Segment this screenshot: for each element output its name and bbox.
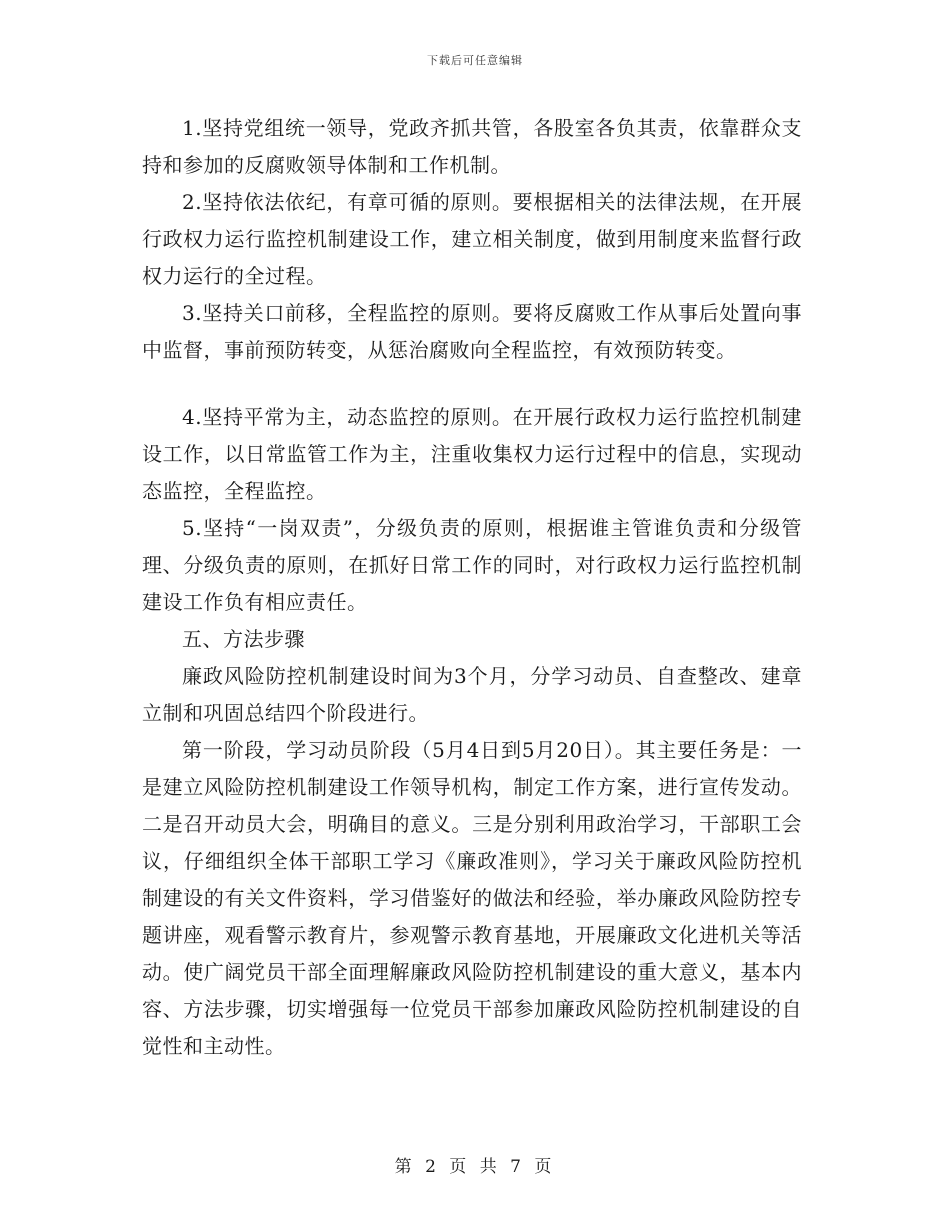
phase-1-paragraph: 第一阶段，学习动员阶段（5月4日到5月20日）。其主要任务是：一是建立风险防控机制建设工作领导机构，制定工作方案，进行宣传发动。二是召开动员大会，明确目的意义。三是分别利用政治学习，干部职工会议，仔细组织全体干部职工学习《廉政准则》，学习关于廉政风险防控机制建设的有关文件资料，学习借鉴好的做法和经验，举办廉政风险防控专题讲座，观看警示教育片，参观警示教育基地，开展廉政文化进机关等活动。使广阔党员干部全面理解廉政风险防控机制建设的重大意义，基本内容、方法步骤，切实增强每一位党员干部参加廉政风险防控机制建设的自觉性和主动性。 <box>142 738 802 1058</box>
principle-3-paragraph: 3.坚持关口前移，全程监控的原则。要将反腐败工作从事后处置向事中监督，事前预防转变，从惩治腐败向全程监控，有效预防转变。 <box>142 301 802 362</box>
principle-2-paragraph: 2.坚持依法依纪，有章可循的原则。要根据相关的法律法规，在开展行政权力运行监控机制建设工作，建立相关制度，做到用制度来监督行政权力运行的全过程。 <box>142 190 802 288</box>
page-header: 下载后可任意编辑 <box>427 54 523 67</box>
page-number-footer: 第 2 页 共 7 页 <box>394 1157 556 1177</box>
principle-1-paragraph: 1.坚持党组统一领导，党政齐抓共管，各股室各负其责，依靠群众支持和参加的反腐败领导体制和工作机制。 <box>142 116 802 177</box>
section-heading-methods: 五、方法步骤 <box>182 627 305 651</box>
principle-5-paragraph: 5.坚持“一岗双责”，分级负责的原则，根据谁主管谁负责和分级管理、分级负责的原则，在抓好日常工作的同时，对行政权力运行监控机制建设工作负有相应责任。 <box>142 516 802 614</box>
document-body <box>142 110 802 1065</box>
principle-4-paragraph: 4.坚持平常为主，动态监控的原则。在开展行政权力运行监控机制建设工作，以日常监管工作为主，注重收集权力运行过程中的信息，实现动态监控，全程监控。 <box>142 405 802 503</box>
schedule-overview-paragraph: 廉政风险防控机制建设时间为3个月，分学习动员、自查整改、建章立制和巩固总结四个阶段进行。 <box>142 664 802 725</box>
